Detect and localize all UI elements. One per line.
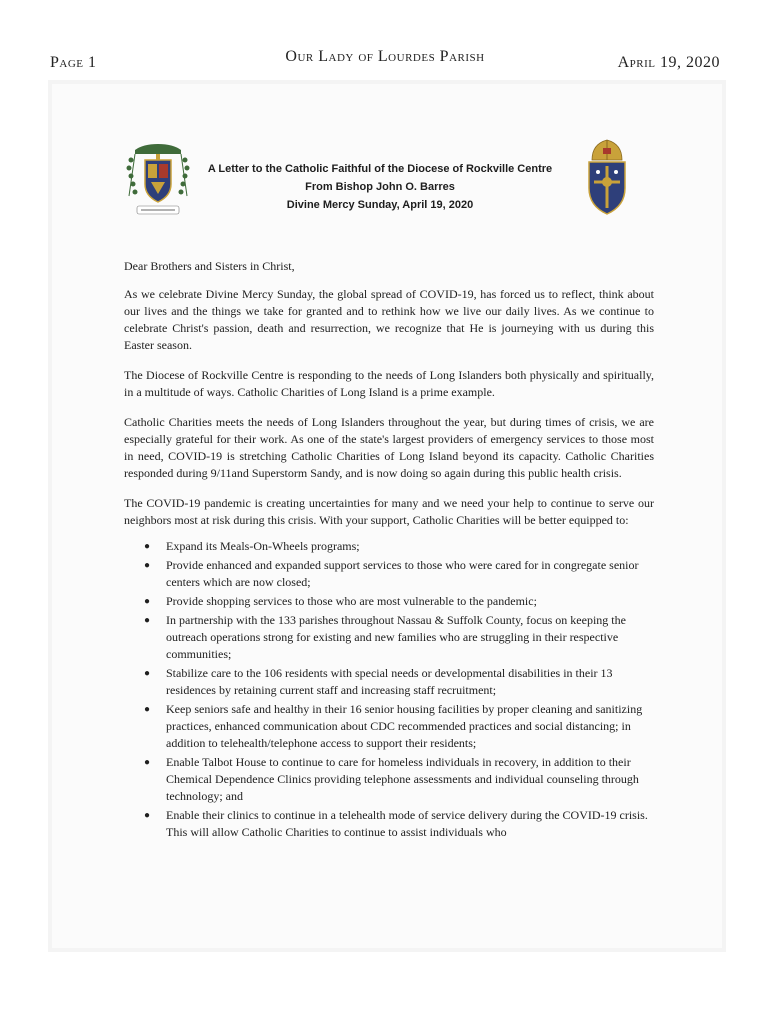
letter-paragraph: As we celebrate Divine Mercy Sunday, the global spread of COVID-19, has forced us to reflect, think about our lives and the things we take for granted and to rethink how we live our daily lives. As we continue to celebrate Christ's passion, death and resurrection, we recognize that He is journeying with us during this Easter season.: [124, 287, 654, 352]
bullet-icon: ●: [144, 704, 151, 715]
list-item: ● Stabilize care to the 106 residents with special needs or developmental disabilities in their 13 residences by retaining current staff and increasing staff recruitment;: [144, 666, 613, 697]
diocese-coat-of-arms-icon: [582, 138, 632, 218]
letter-author-line: From Bishop John O. Barres: [305, 181, 455, 193]
bullet-icon: ●: [144, 757, 151, 768]
letter-date-line: Divine Mercy Sunday, April 19, 2020: [286, 199, 474, 211]
bullet-icon: ●: [144, 560, 151, 571]
letter-heading-line: A Letter to the Catholic Faithful of the Diocese of Rockville Centre: [207, 163, 553, 175]
bullet-icon: ●: [144, 615, 151, 626]
letter-paragraph: The COVID-19 pandemic is creating uncertainties for many and we need your help to continue to serve our neighbors most at risk during this crisis. With your support, Catholic Charities will be better equipped to:: [124, 496, 654, 527]
letter-greeting: Dear Brothers and Sisters in Christ,: [124, 259, 295, 273]
letter-paragraph: Catholic Charities meets the needs of Long Islanders throughout the year, but during times of crisis, we are especially grateful for their work. As one of the state's largest providers of emergency services to those most in need, COVID-19 is stretching Catholic Charities of Long Island beyond its capacity. Catholic Charities responded during 9/11and Superstorm Sandy, and is now doing so again during this public health crisis.: [124, 415, 654, 480]
bulletin-date: April 19, 2020: [617, 54, 720, 71]
parish-name: Our Lady of Lourdes Parish: [285, 48, 485, 65]
letter-paragraph: The Diocese of Rockville Centre is responding to the needs of Long Islanders both physically and spiritually, in a multitude of ways. Catholic Charities of Long Island is a prime example.: [124, 368, 654, 399]
list-item: ● Enable their clinics to continue in a telehealth mode of service delivery during the COVID-19 crisis. This will allow Catholic Charities to continue to assist individuals who: [144, 808, 648, 839]
support-list: [124, 538, 654, 841]
page-header: [0, 48, 770, 72]
list-item: ● Expand its Meals-On-Wheels programs;: [144, 539, 360, 553]
list-item: ● In partnership with the 133 parishes throughout Nassau & Suffolk County, focus on keeping the outreach operations strong for existing and new families who are struggling in their respective communities;: [144, 613, 626, 661]
bishop-coat-of-arms-icon: [123, 142, 193, 220]
list-item: ● Provide enhanced and expanded support services to those who were cared for in congregate senior centers which are now closed;: [144, 558, 639, 589]
bullet-icon: ●: [144, 668, 151, 679]
page-number: Page 1: [50, 54, 97, 71]
letter-body: [124, 258, 654, 843]
bullet-icon: ●: [144, 541, 151, 552]
bullet-icon: ●: [144, 810, 151, 821]
list-item: ● Enable Talbot House to continue to care for homeless individuals in recovery, in addition to their Chemical Dependence Clinics providing telephone assessments and individual counseling through technology; and: [144, 755, 639, 803]
list-item: ● Provide shopping services to those who are most vulnerable to the pandemic;: [144, 594, 537, 608]
letter-heading: [200, 160, 560, 214]
bullet-icon: ●: [144, 596, 151, 607]
list-item: ● Keep seniors safe and healthy in their 16 senior housing facilities by proper cleaning and sanitizing practices, enhanced communication about CDC recommended practices and social distancing; in addition to telehealth/telephone access to support their residents;: [144, 702, 643, 750]
